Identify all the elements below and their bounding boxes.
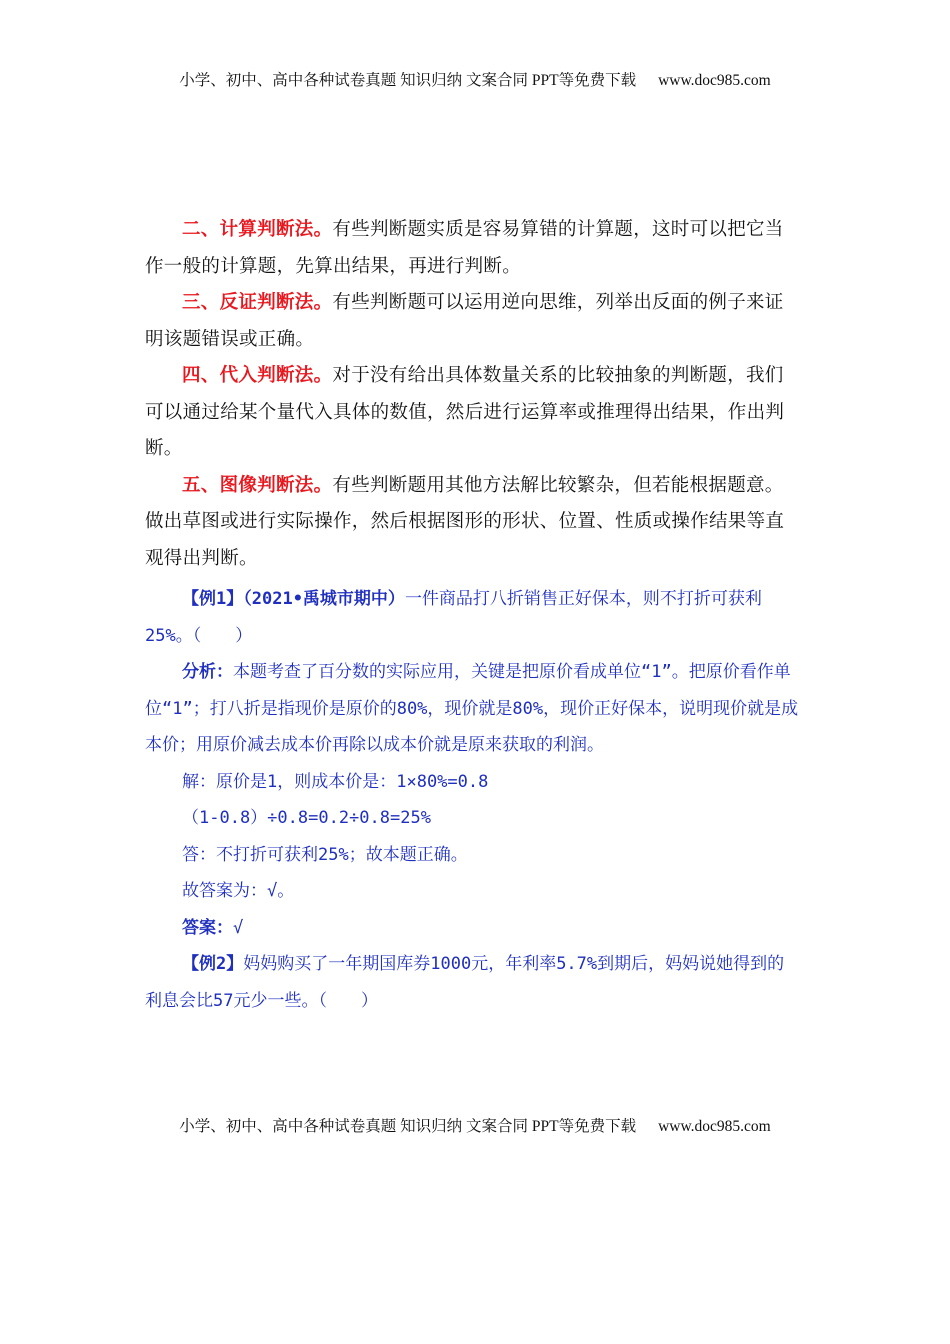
- document-body: [145, 212, 800, 1019]
- method-5-title: 五、图像判断法。: [182, 474, 333, 496]
- method-2-body: 有些判断题实质是容易算错的计算题，这时可以把它当作一般的计算题，先算出结果，再进行判断。: [145, 219, 784, 277]
- method-2-title: 二、计算判断法。: [182, 219, 333, 240]
- page-footer: [0, 1114, 950, 1136]
- answer-value: √: [233, 917, 244, 938]
- example-1-source: （2021•禹城市期中）: [243, 589, 405, 609]
- header-site[interactable]: www.doc985.com: [658, 72, 771, 89]
- analysis-label: 分析：: [182, 662, 233, 682]
- example-2-question: [145, 946, 800, 1019]
- solution-line-3: 答：不打折可获利25%；故本题正确。: [182, 844, 468, 865]
- method-5-body: 有些判断题用其他方法解比较繁杂，但若能根据题意。做出草图或进行实际操作，然后根据图形的形状、位置、性质或操作结果等直观得出判断。: [145, 474, 785, 569]
- method-3-paragraph: [145, 285, 800, 358]
- method-4-title: 四、代入判断法。: [182, 365, 333, 386]
- example-2-label: 【例2】: [182, 954, 244, 974]
- method-4-body: 对于没有给出具体数量关系的比较抽象的判断题，我们可以通过给某个量代入具体的数值，然后进行运算率或推理得出结果，作出判断。: [145, 365, 785, 459]
- answer-label: 答案：: [182, 917, 233, 938]
- method-4-paragraph: [145, 358, 800, 468]
- example-1-question: [145, 581, 800, 654]
- method-2-paragraph: [145, 212, 800, 285]
- solution-line-4: 故答案为：√。: [182, 881, 295, 901]
- solution-line-2: （1-0.8）÷0.8=0.2÷0.8=25%: [182, 808, 431, 828]
- example-2-block: [145, 946, 800, 1019]
- header-text: 小学、初中、高中各种试卷真题 知识归纳 文案合同 PPT等免费下载: [179, 72, 637, 89]
- example-1-block: [145, 581, 800, 946]
- footer-text: 小学、初中、高中各种试卷真题 知识归纳 文案合同 PPT等免费下载: [179, 1118, 637, 1135]
- example-2-question-text: 妈妈购买了一年期国库券1000元，年利率5.7%到期后，妈妈说她得到的利息会比57元少一些。（ ）: [145, 954, 785, 1011]
- example-1-analysis: [145, 654, 800, 764]
- method-3-title: 三、反证判断法。: [182, 292, 333, 313]
- page-header: [0, 68, 950, 90]
- example-1-question-text: 一件商品打八折销售正好保本，则不打折可获利25%。（ ）: [145, 589, 762, 646]
- solution-line-1: 解：原价是1，则成本价是：1×80%=0.8: [182, 771, 489, 792]
- analysis-text: 本题考查了百分数的实际应用，关键是把原价看成单位“1”。把原价看作单位“1”；打八折是指现价是原价的80%，现价就是80%，现价正好保本，说明现价就是成本价；用原价减去成本价再除以成本价就是原来获取的利润。: [145, 662, 799, 755]
- example-1-answer: [145, 910, 800, 947]
- footer-site[interactable]: www.doc985.com: [658, 1118, 771, 1135]
- method-5-paragraph: [145, 468, 800, 578]
- method-3-body: 有些判断题可以运用逆向思维，列举出反面的例子来证明该题错误或正确。: [145, 292, 784, 350]
- example-1-label: 【例1】: [182, 589, 244, 609]
